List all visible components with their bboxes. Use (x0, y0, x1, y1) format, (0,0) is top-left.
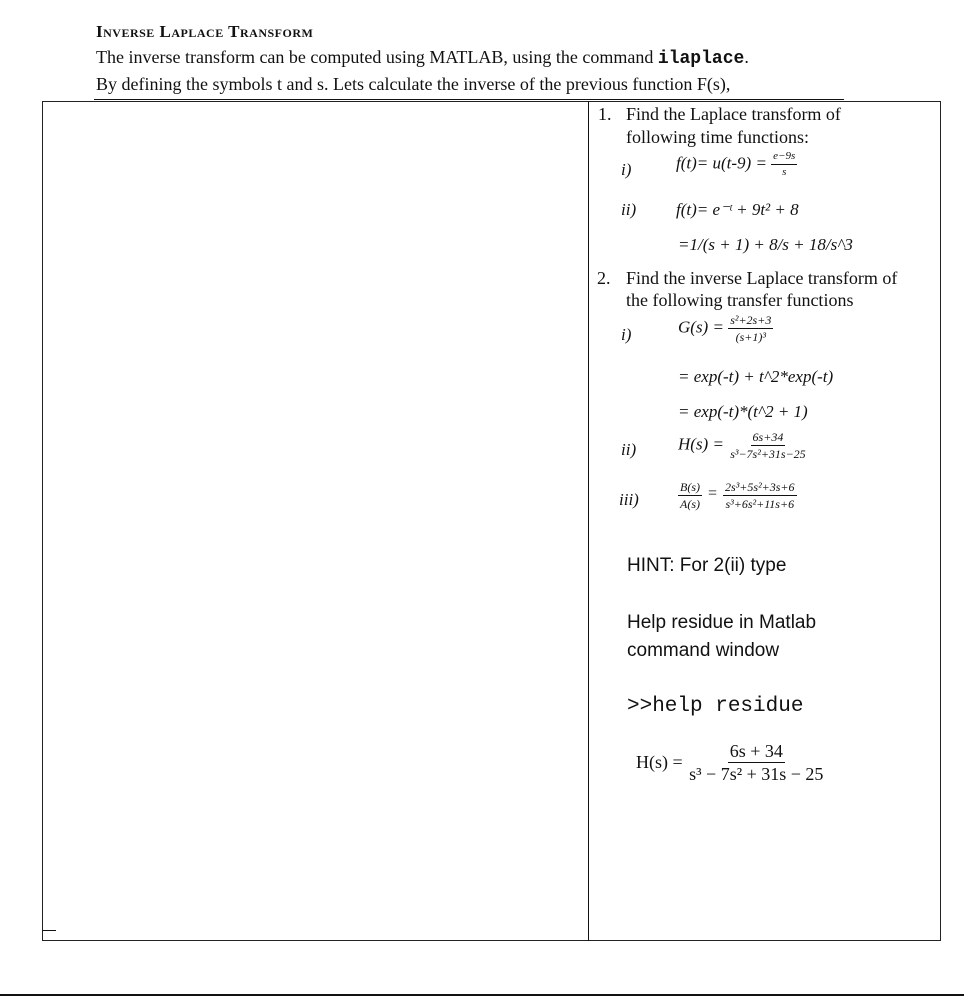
fraction-denominator: (s+1)³ (735, 330, 766, 344)
q2-i-answer-1: = exp(-t) + t^2*exp(-t) (678, 367, 834, 386)
q2-i-lhs: G(s) = (678, 317, 724, 337)
fraction-denominator: A(s) (680, 497, 700, 511)
result-lhs: H(s) = (636, 752, 683, 772)
intro-text: The inverse transform can be computed using MATLAB, using the command (96, 47, 658, 67)
q1-i-equation (676, 151, 797, 178)
fraction-numerator: e−9s (771, 151, 797, 165)
result-equation (636, 742, 825, 783)
fraction-denominator: s³−7s²+31s−25 (730, 447, 806, 461)
fraction-numerator: 6s + 34 (729, 741, 783, 761)
q1-i-label: i) (621, 160, 632, 179)
q1-ii-expr: f(t)= e⁻ᵗ + 9t² + 8 (676, 200, 799, 219)
q2-number: 2. (597, 268, 611, 288)
hint-line-1: HINT: For 2(ii) type (627, 555, 787, 576)
q1-i-expr: f(t)= u(t-9) = (676, 153, 767, 173)
intro-period: . (744, 47, 749, 67)
table-divider (588, 101, 589, 941)
q1-number: 1. (598, 104, 612, 124)
matlab-command: >>help residue (627, 695, 804, 718)
q2-ii-label: ii) (621, 440, 637, 459)
intro-line-2: By defining the symbols t and s. Lets calculate the inverse of the previous function F(s), (96, 74, 731, 94)
q1-ii-label: ii) (621, 200, 637, 219)
q2-i-fraction (728, 314, 773, 343)
q2-iii-ratio (678, 481, 702, 510)
q2-ii-lhs: H(s) = (678, 434, 724, 454)
q2-line-1: Find the inverse Laplace transform of (626, 268, 898, 288)
q1-line-1: Find the Laplace transform of (626, 104, 841, 124)
fraction-numerator: s²+2s+3 (730, 313, 772, 327)
intro-line-1 (96, 47, 749, 69)
hint-line-3: command window (627, 640, 780, 661)
fraction-numerator: B(s) (680, 480, 700, 494)
q2-i-answer-2: = exp(-t)*(t^2 + 1) (678, 402, 808, 421)
q2-iii-label: iii) (619, 490, 639, 509)
scan-mark (42, 930, 56, 931)
fraction-denominator: s³ − 7s² + 31s − 25 (689, 764, 824, 784)
q2-line-2: the following transfer functions (626, 290, 854, 310)
q2-iii-fraction (723, 481, 797, 510)
q1-i-fraction (771, 151, 797, 178)
table-frame (42, 101, 941, 941)
hint-line-2: Help residue in Matlab (627, 612, 817, 633)
page-title: Inverse Laplace Transform (96, 22, 314, 41)
q2-i-label: i) (621, 325, 632, 344)
result-fraction (687, 742, 825, 783)
fraction-numerator: 2s³+5s²+3s+6 (725, 480, 795, 494)
command-name: ilaplace (657, 49, 745, 69)
fraction-denominator: s (782, 166, 787, 178)
fraction-denominator: s³+6s²+11s+6 (725, 497, 795, 511)
q2-ii-equation (678, 431, 808, 460)
q2-i-equation (678, 314, 773, 343)
q1-ii-answer: =1/(s + 1) + 8/s + 18/s^3 (678, 235, 853, 254)
header-rule (94, 99, 844, 100)
q2-iii-equation (678, 481, 797, 510)
equals-sign: = (708, 485, 718, 503)
fraction-numerator: 6s+34 (752, 430, 784, 444)
q2-ii-fraction (728, 431, 808, 460)
q1-line-2: following time functions: (626, 127, 809, 147)
bottom-rule (0, 994, 964, 996)
